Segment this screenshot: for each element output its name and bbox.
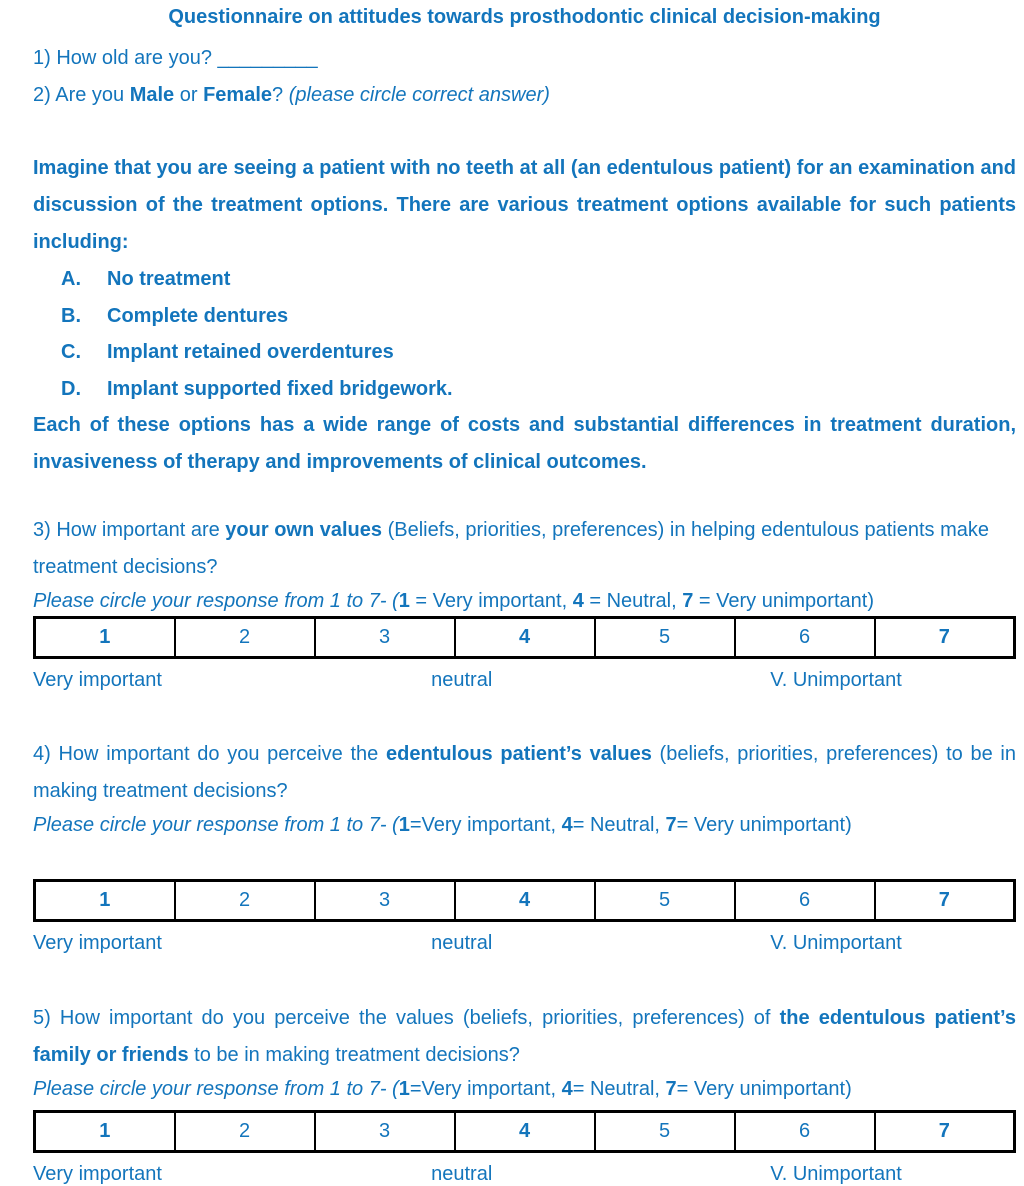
question-4 <box>33 736 1016 810</box>
scale-cell-1[interactable]: 1 <box>35 881 175 921</box>
option-b-marker: B. <box>61 304 81 327</box>
text-segment: the edentulous patient’s family or friends <box>33 1007 1016 1066</box>
scale-cell-4[interactable]: 4 <box>455 881 595 921</box>
scale-cell-6[interactable]: 6 <box>735 1112 875 1152</box>
scale-cell-5[interactable]: 5 <box>595 1112 735 1152</box>
text-segment: ? <box>272 84 289 106</box>
scale-cell-7[interactable]: 7 <box>875 1112 1015 1152</box>
text-segment: = Very unimportant) <box>693 590 874 612</box>
scale-table-q4 <box>33 879 1016 922</box>
scale-cell-7[interactable]: 7 <box>875 881 1015 921</box>
question-5-hint <box>33 1074 1016 1104</box>
scale-row-q4 <box>35 881 1015 921</box>
scale-cell-3[interactable]: 3 <box>315 618 455 658</box>
scale-cell-6[interactable]: 6 <box>735 881 875 921</box>
text-segment: = Neutral, <box>572 1078 666 1100</box>
option-c-marker: C. <box>61 341 81 363</box>
text-segment: 4 <box>561 814 573 836</box>
question-3 <box>33 512 1016 586</box>
scale-label-center: neutral <box>431 669 493 691</box>
text-segment: 1 <box>398 590 410 612</box>
male-option[interactable]: Male <box>129 84 175 106</box>
text-segment: =Very important, <box>409 814 562 836</box>
text-segment: 3) How important are <box>33 519 226 541</box>
scale-cell-5[interactable]: 5 <box>595 881 735 921</box>
option-b-label: Complete dentures <box>107 304 289 327</box>
scale-cell-7[interactable]: 7 <box>875 618 1015 658</box>
text-segment: Please circle your response from 1 to 7- ( <box>33 590 399 612</box>
text-segment: 5) How important do you perceive the values (beliefs, priorities, preferences) of <box>33 1007 780 1029</box>
text-segment: 2) Are you <box>33 84 130 106</box>
text-segment: = Neutral, <box>583 590 683 612</box>
text-segment: 4) How important do you perceive the <box>33 743 386 765</box>
scale-cell-2[interactable]: 2 <box>175 881 315 921</box>
scale-label-center: neutral <box>431 932 493 954</box>
question-3-hint <box>33 586 1016 616</box>
scale-table-q5 <box>33 1110 1016 1153</box>
scale-cell-5[interactable]: 5 <box>595 618 735 658</box>
question-4-block <box>33 736 1016 955</box>
option-b <box>61 298 1016 335</box>
text-segment: = Neutral, <box>572 814 666 836</box>
text-segment: (Beliefs, priorities, preferences) in helping edentulous patients make treatment decisions? <box>33 519 990 578</box>
text-segment: 4 <box>561 1078 573 1100</box>
scale-label-right: V. Unimportant <box>770 932 902 954</box>
scale-cell-4[interactable]: 4 <box>455 1112 595 1152</box>
option-a-marker: A. <box>61 268 81 290</box>
question-4-hint <box>33 810 1016 840</box>
scale-label-right: V. Unimportant <box>770 1163 902 1185</box>
text-segment: or <box>174 84 204 106</box>
scale-label-center: neutral <box>431 1163 493 1185</box>
scale-cell-2[interactable]: 2 <box>175 618 315 658</box>
option-d <box>61 371 1016 408</box>
scale-cell-4[interactable]: 4 <box>455 618 595 658</box>
option-c-label: Implant retained overdentures <box>107 341 394 363</box>
scale-row-q3 <box>35 618 1015 658</box>
scale-cell-1[interactable]: 1 <box>35 618 175 658</box>
question-1 <box>33 40 1016 77</box>
text-segment: =Very important, <box>409 1078 562 1100</box>
scale-row-q5 <box>35 1112 1015 1152</box>
question-2 <box>33 77 1016 114</box>
text-segment: edentulous patient’s values <box>386 743 652 765</box>
question-3-block <box>33 512 1016 692</box>
scale-cell-2[interactable]: 2 <box>175 1112 315 1152</box>
text-segment: Please circle your response from 1 to 7- ( <box>33 814 399 836</box>
page-title: Questionnaire on attitudes towards prosthodontic clinical decision-making <box>168 6 881 28</box>
text-segment: 7 <box>665 814 677 836</box>
question-5 <box>33 1000 1016 1074</box>
text-segment: 7 <box>665 1078 677 1100</box>
scale-labels-q4 <box>33 931 1016 955</box>
scale-table-q3 <box>33 616 1016 659</box>
option-d-marker: D. <box>61 377 81 400</box>
text-segment: (please circle correct answer) <box>288 84 550 106</box>
text-segment: your own values <box>225 519 383 541</box>
text-segment: to be in making treatment decisions? <box>188 1044 520 1066</box>
text-segment: 1 <box>398 814 410 836</box>
scale-label-left: Very important <box>33 932 162 954</box>
scale-cell-1[interactable]: 1 <box>35 1112 175 1152</box>
question-5-block <box>33 1000 1016 1186</box>
option-a-label: No treatment <box>107 268 231 290</box>
text-segment: (beliefs, priorities, preferences) to be in making treatment decisions? <box>33 743 1017 802</box>
text-segment: = Very important, <box>409 590 573 612</box>
text-segment: 1 <box>398 1078 410 1100</box>
scale-label-right: V. Unimportant <box>770 669 902 691</box>
option-a <box>61 261 1016 298</box>
scale-labels-q3 <box>33 668 1016 692</box>
text-segment: = Very unimportant) <box>676 814 852 836</box>
text-segment: 7 <box>682 590 694 612</box>
text-segment: = Very unimportant) <box>676 1078 852 1100</box>
female-option[interactable]: Female <box>203 84 273 106</box>
scale-labels-q5 <box>33 1162 1016 1186</box>
text-segment: Please circle your response from 1 to 7- ( <box>33 1078 399 1100</box>
scale-label-left: Very important <box>33 669 162 691</box>
text-segment: 4 <box>572 590 584 612</box>
option-c <box>61 334 1016 371</box>
option-d-label: Implant supported fixed bridgework. <box>107 377 453 400</box>
intro-paragraph: Imagine that you are seeing a patient with no teeth at all (an edentulous patient) for an examination and discussion of the treatment options. There are various treatment options available for such patients including: <box>33 157 1016 253</box>
age-blank[interactable]: _________ <box>217 47 318 69</box>
scale-cell-3[interactable]: 3 <box>315 1112 455 1152</box>
outro-paragraph: Each of these options has a wide range of costs and substantial differences in treatment duration, invasiveness of therapy and improvements of clinical outcomes. <box>33 414 1016 473</box>
question-1-label: 1) How old are you? <box>33 47 218 69</box>
scale-cell-6[interactable]: 6 <box>735 618 875 658</box>
options-list <box>33 261 1016 407</box>
scale-label-left: Very important <box>33 1163 162 1185</box>
scale-cell-3[interactable]: 3 <box>315 881 455 921</box>
